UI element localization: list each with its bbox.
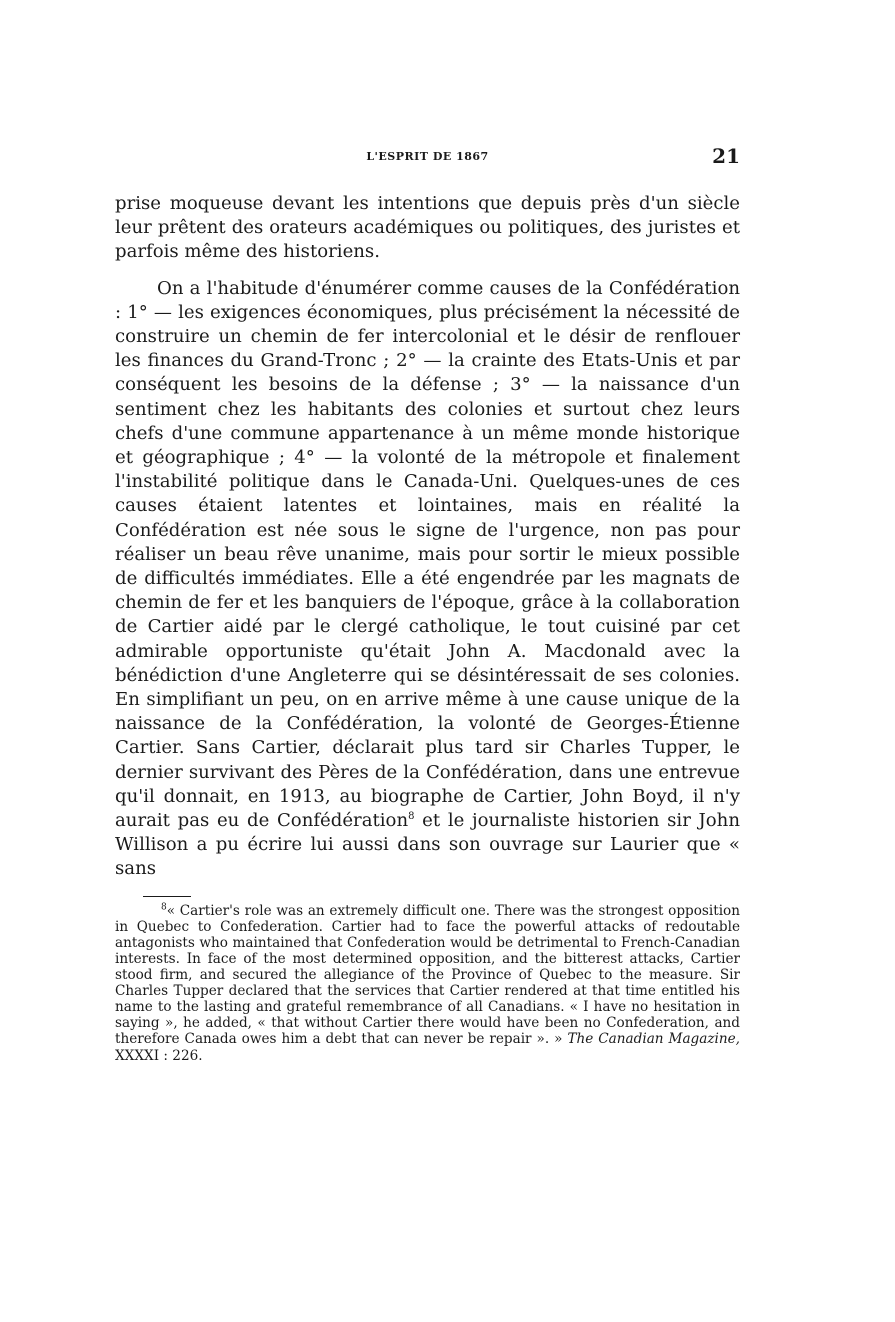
footnote-source-ref: XXXXI : 226.	[115, 1047, 203, 1064]
footnote-reference[interactable]: 8	[408, 811, 415, 823]
body-text	[115, 192, 740, 882]
paragraph-causes-text: On a l'habitude d'énumérer comme causes de la Confédération : 1° — les exigences économiques, plus précisément la nécessité de construire un chemin de fer intercolonial et le désir de renflouer les finances du Grand-Tronc ; 2° — la crainte des Etats-Unis et par conséquent les besoins de la défense ; 3° — la naissance d'un sentiment chez les habitants des colonies et surtout chez leurs chefs d'une commune appartenance à un même monde historique et géographique ; 4° — la volonté de la métropole et finalement l'instabilité politique dans le Canada-Uni. Quelques-unes de ces causes étaient latentes et lointaines, mais en réalité la Confédération est née sous le signe de l'urgence, non pas pour réaliser un beau rêve unanime, mais pour sortir le mieux possible de difficultés immédiates. Elle a été engendrée par les magnats de chemin de fer et les banquiers de l'époque, grâce à la collaboration de Cartier aidé par le clergé catholique, le tout cuisiné par cet admirable opportuniste qu'était John A. Macdonald avec la bénédiction d'une Angleterre qui se désintéressait de ses colonies. En simplifiant un peu, on en arrive même à une cause unique de la naissance de la Confédération, la volonté de Georges-Étienne Cartier. Sans Cartier, déclarait plus tard sir Charles Tupper, le dernier survivant des Pères de la Confédération, dans une entrevue qu'il donnait, en 1913, au biographe de Cartier, John Boyd, il n'y aurait pas eu de Confédération	[115, 277, 740, 832]
page-number: 21	[712, 144, 740, 168]
paragraph-continued: prise moqueuse devant les intentions que depuis près d'un siècle leur prêtent des orateurs académiques ou politiques, des juristes et parfois même des historiens.	[115, 193, 740, 263]
paragraph-causes-text-end: et le journaliste historien sir John Willison a pu écrire lui aussi dans son ouvrage sur Laurier que « sans	[115, 810, 740, 880]
footnote-number: 8	[161, 902, 167, 913]
footnote	[115, 903, 740, 1064]
page	[115, 140, 740, 1064]
footnote-divider	[143, 896, 191, 897]
footnote-source-title: The Canadian Magazine,	[567, 1031, 740, 1048]
running-title: L'ESPRIT DE 1867	[366, 150, 489, 163]
footnote-text: « Cartier's role was an extremely difficult one. There was the strongest opposition in Quebec to Confederation. Cartier had to face the powerful attacks of redoutable antagonists who maintained that Confederation would be detrimental to French-Canadian interests. In face of the most determined opposition, and the bitterest attacks, Cartier stood firm, and secured the allegiance of the Province of Quebec to the measure. Sir Charles Tupper declared that the services that Cartier rendered at that time entitled his name to the lasting and grateful remembrance of all Canadians. « I have no hesitation in saying », he added, « that without Cartier there would have been no Confederation, and therefore Canada owes him a debt that can never be repair ». »	[115, 902, 740, 1048]
paragraph-causes	[115, 277, 740, 882]
running-header	[115, 140, 740, 180]
